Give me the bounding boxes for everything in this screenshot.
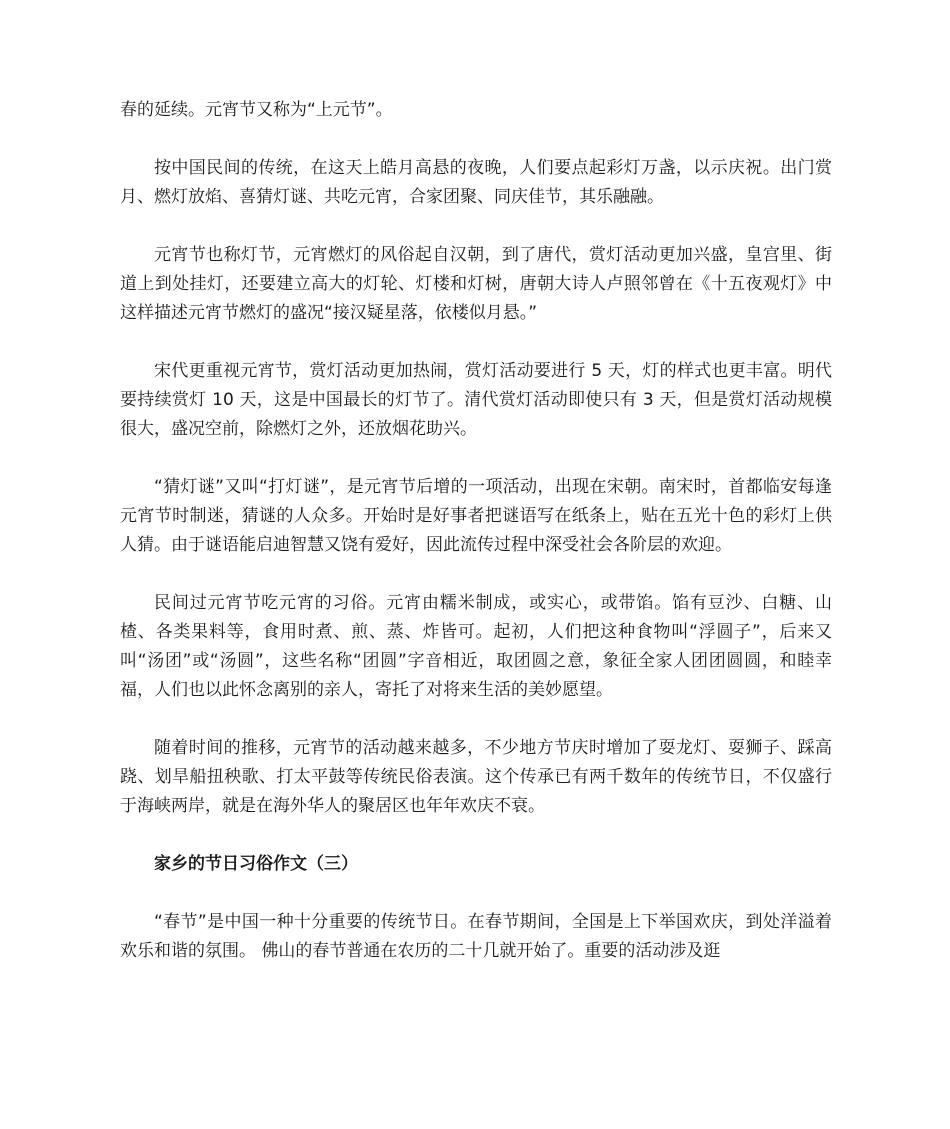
- paragraph-yuanxiao-food: 民间过元宵节吃元宵的习俗。元宵由糯米制成，或实心，或带馅。馅有豆沙、白糖、山楂、各类果料等，食用时煮、煎、蒸、炸皆可。起初，人们把这种食物叫“浮圆子”，后来又叫“汤团”或“汤圆”，这些名称“团圆”字音相近，取团圆之意，象征全家人团团圆圆，和睦幸福，人们也以此怀念离别的亲人，寄托了对将来生活的美妙愿望。: [120, 593, 832, 700]
- paragraph-continuation: 春的延续。元宵节又称为“上元节”。: [120, 100, 393, 120]
- document-page: [120, 96, 832, 995]
- section-heading: 家乡的节日习俗作文（三）: [154, 854, 358, 874]
- paragraph-folk-performances: 随着时间的推移，元宵节的活动越来越多，不少地方节庆时增加了耍龙灯、耍狮子、踩高跷、划旱船扭秧歌、打太平鼓等传统民俗表演。这个传承已有两千数年的传统节日，不仅盛行于海峡两岸，就是在海外华人的聚居区也年年欢庆不衰。: [120, 738, 832, 816]
- paragraph-song-ming-qing: 宋代更重视元宵节，赏灯活动更加热闹，赏灯活动要进行 5 天，灯的样式也更丰富。明代要持续赏灯 10 天，这是中国最长的灯节了。清代赏灯活动即使只有 3 天，但是赏灯活动规模很大，盛况空前，除燃灯之外，还放烟花助兴。: [120, 361, 832, 439]
- paragraph-spring-festival: “春节”是中国一种十分重要的传统节日。在春节期间，全国是上下举国欢庆，到处洋溢着欢乐和谐的氛围。 佛山的春节普通在农历的二十几就开始了。重要的活动涉及逛: [120, 912, 832, 961]
- paragraph-lantern-festival: 元宵节也称灯节，元宵燃灯的风俗起自汉朝，到了唐代，赏灯活动更加兴盛，皇宫里、街道上到处挂灯，还要建立高大的灯轮、灯楼和灯树，唐朝大诗人卢照邻曾在《十五夜观灯》中这样描述元宵节燃灯的盛况“接汉疑星落，依楼似月悬。”: [120, 245, 832, 323]
- paragraph-tradition: 按中国民间的传统，在这天上皓月高悬的夜晚，人们要点起彩灯万盏，以示庆祝。出门赏月、燃灯放焰、喜猜灯谜、共吃元宵，合家团聚、同庆佳节，其乐融融。: [120, 158, 832, 207]
- paragraph-lantern-riddles: “猜灯谜”又叫“打灯谜”，是元宵节后增的一项活动，出现在宋朝。南宋时，首都临安每逢元宵节时制迷，猜谜的人众多。开始时是好事者把谜语写在纸条上，贴在五光十色的彩灯上供人猜。由于谜语能启迪智慧又饶有爱好，因此流传过程中深受社会各阶层的欢迎。: [120, 477, 832, 555]
